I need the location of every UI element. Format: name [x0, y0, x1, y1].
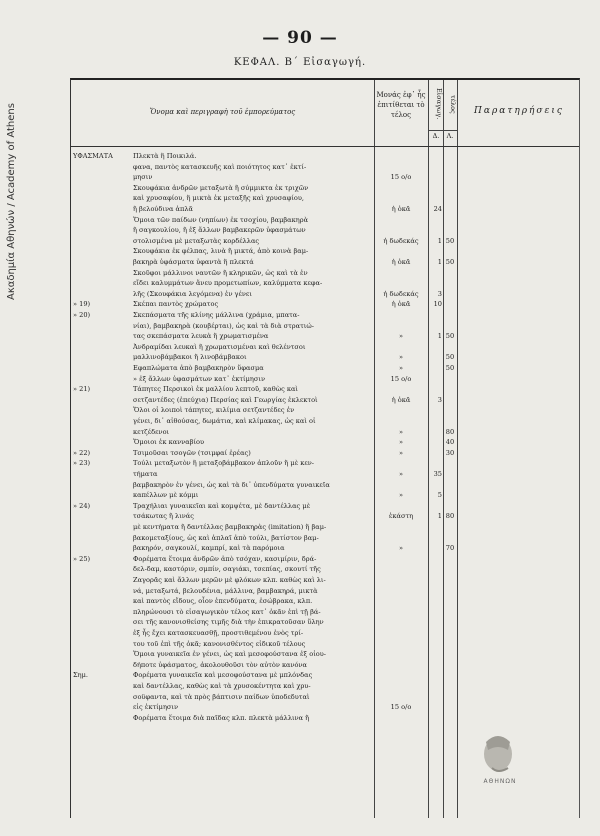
table-header: [71, 80, 579, 147]
row-description: δήποτε ὑφάσματος, ἀκολουθοῦσι τὸν αὐτὸν κανόνα: [133, 660, 307, 669]
table-row: [71, 236, 580, 246]
table-row: [71, 225, 580, 235]
row-label: » 21): [73, 385, 91, 394]
table-row: [71, 151, 580, 161]
row-drachma: 1: [437, 236, 442, 245]
table-row: [71, 554, 580, 564]
row-description: καὶ χρυσαφίου, ἢ μικτὰ ἐκ μεταξῆς καὶ χρυσαφίου,: [133, 194, 304, 203]
table-row: [71, 331, 580, 341]
row-unit: »: [398, 353, 404, 362]
row-description: σοϋφαντα, καὶ τὰ πρὸς βάπτισιν παίδων ὑποδεδυταὶ: [133, 692, 310, 701]
row-unit: ἡ ὀκᾶ: [391, 300, 411, 309]
row-description: τας σκεπάσματα λευκὰ ἢ χρωματισμένα: [133, 332, 269, 341]
row-description: τσάκωτας ἢ λινάς: [133, 512, 194, 521]
row-description: βαμβακηρὸν ἐν γένει, ὡς καὶ τὰ δι᾽ ὑπενδύματα γυναικεῖα: [133, 480, 330, 489]
table-row: [71, 490, 580, 500]
table-row: [71, 278, 580, 288]
table-row: [71, 321, 580, 331]
row-description: γένει, δι᾽ αἰθούσας, δωμάτια, καὶ κλίμακας, ὡς καὶ οἱ: [133, 417, 316, 425]
row-label: ΥΦΑΣΜΑΤΑ: [73, 152, 113, 160]
row-label: » 24): [73, 501, 91, 510]
row-label: » 19): [73, 300, 91, 309]
table-row: [71, 193, 580, 203]
row-description: Ζαγορᾶς καὶ ἄλλων μερῶν μὲ φλόκων κλπ. καθὼς καὶ λι-: [133, 576, 326, 584]
row-label: » 25): [73, 554, 91, 563]
row-description: του τοῦ ἐπὶ τῆς ὀκᾶ; κανονισθέντος εἰδικοῦ τέλους: [133, 639, 306, 648]
row-description: Τσιμοῦσαι τσογῶν (τσιμφαί ἐρέας): [133, 448, 251, 457]
table-row: [71, 310, 580, 320]
row-description: βακηρὰ ὑφάσματα ὑφαντὰ ἢ πλεκτά: [133, 258, 254, 266]
table-row: [71, 702, 580, 712]
header-remarks-col: Παρατηρήσεις: [474, 106, 564, 116]
row-description: Ὅμοια τῶν παίδων (νηπίων) ἐκ τσοχίου, βαμβακηρὰ: [133, 215, 309, 224]
row-description: δελ-δαμ, καστόριν, σμπίν, σαγιάκι, τσεπίας, σκουτί τῆς: [133, 565, 321, 574]
table-row: [71, 268, 580, 278]
table-row: [71, 405, 580, 415]
table-row: [71, 395, 580, 405]
table-row: [71, 215, 580, 225]
row-unit: »: [398, 470, 404, 478]
table-row: [71, 596, 580, 606]
row-drachma: 1: [437, 332, 442, 341]
row-lepta: 30: [445, 448, 455, 457]
table-row: [71, 416, 580, 426]
page-number: — 90 —: [262, 28, 338, 48]
row-unit: »: [398, 544, 404, 553]
row-description: λῆς (Σκουφάκια λεγόμενα) ἐν γένει: [133, 289, 252, 298]
header-sub-divider: [429, 130, 457, 131]
table-row: [71, 713, 580, 723]
header-name-col: Ὄνομα καὶ περιγραφὴ τοῦ ἐμπορεύματος: [149, 108, 296, 116]
row-drachma: 10: [433, 300, 442, 309]
row-unit: »: [398, 438, 404, 447]
seal-caption: ΑΘΗΝΩΝ: [483, 778, 517, 785]
row-description: ἢ σαγκουλίου, ἢ ἐξ ἄλλων βαμβακερῶν ὑφασμάτων: [133, 226, 306, 235]
table-row: [71, 660, 580, 670]
row-label: » 23): [73, 459, 91, 468]
row-description: εἰς ἐκτίμησιν: [133, 703, 179, 712]
table-row: [71, 670, 580, 680]
row-drachma: 1: [437, 258, 442, 266]
athena-head-seal-icon: [455, 728, 533, 776]
row-description: Πλεκτὰ ἢ Ποικιλά.: [133, 152, 197, 160]
header-sub-drachma: Δ.: [432, 132, 440, 140]
row-description: στολισμένα μὲ μεταξωτὰς κορδέλλας: [133, 236, 260, 245]
row-unit: »: [398, 491, 404, 500]
table-row: [71, 427, 580, 437]
table-row: [71, 607, 580, 617]
row-label: » 22): [73, 448, 91, 457]
table-row: [71, 448, 580, 458]
row-description: σει τῆς κανονισθείσης τιμῆς διὰ τὴν ἐπικρατοῦσαν ὕλην: [133, 618, 324, 627]
table-row: [71, 384, 580, 394]
table-row: [71, 246, 580, 256]
row-description: Φορέματα γυναικεῖα καὶ μεσοφούστανα μὲ μπλόνδας: [133, 671, 313, 680]
header-unit-col: Μονάς ἐφ᾽ ἧς ἐπιτίθεται τὸ τέλος: [376, 91, 426, 119]
row-description: ἢ βελούδινα ἁπλᾶ: [133, 205, 193, 213]
row-lepta: 50: [445, 364, 455, 372]
header-rate-col: τέλος: [449, 94, 457, 114]
row-description: ἐξ ἧς ἔχει κατασκευασθῇ, προστιθεμένου ἑνὸς τρί-: [133, 629, 304, 637]
table-row: [71, 204, 580, 214]
row-description: φανα, παντὸς κατασκευῆς καὶ ποιότητος κατ᾽ ἐκτί-: [133, 162, 307, 171]
table-row: [71, 586, 580, 596]
table-row: [71, 342, 580, 352]
row-description: Εφαπλώματα ἀπὸ βαμβακηρὸν ὕφασμα: [133, 364, 264, 372]
table-row: [71, 617, 580, 627]
row-drachma: 24: [433, 205, 442, 213]
row-lepta: 50: [445, 353, 455, 362]
row-description: Φορέματα ἕτοιμα ἀνδρῶν ἀπὸ τσόχαν, κασιμίριν, δρά-: [133, 554, 317, 563]
table-row: [71, 522, 580, 532]
table-row: [71, 639, 580, 649]
row-unit: ἡ ὀκᾶ: [391, 395, 411, 404]
row-description: πληρώνουσι τὸ εἰσαγωγικὸν τέλος κατ᾽ ὀκᾶν ἐπὶ τῇ βά-: [133, 607, 321, 616]
row-description: μὲ κεντήματα ἢ δαντέλλας βαμβακηρὰς (imitation) ἢ βαμ-: [133, 523, 327, 531]
table-row: [71, 649, 580, 659]
row-description: καπέλλων μὲ κόμμι: [133, 491, 199, 500]
header-tax-col: Εἰσαγωγ.: [435, 88, 443, 120]
row-unit: 15 ο/ο: [390, 173, 412, 182]
row-description: Τούλι μεταξωτὸν ἢ μεταξοβάμβακον ἁπλοῦν ἢ μὲ κεν-: [133, 459, 315, 468]
row-unit: »: [398, 332, 404, 341]
row-description: Σκέπαι παντὸς χρώματος: [133, 300, 219, 309]
table-row: [71, 172, 580, 182]
row-unit: ἡ δωδεκάς: [383, 236, 419, 245]
table-row: [71, 681, 580, 691]
table-row: [71, 480, 580, 490]
row-drachma: 5: [437, 491, 442, 500]
table-body: [71, 147, 579, 818]
row-description: καὶ παντὸς εἴδους, οἷον ἐπενδύματα, ἐσώβρακα, κλπ.: [133, 597, 313, 606]
header-sub-lepta: Λ.: [446, 132, 454, 140]
row-lepta: 50: [445, 332, 455, 341]
row-description: Σκουφάκια ἐκ φέλπας, λινὰ ἢ μικτά, ἀπὸ κοινὰ βαμ-: [133, 247, 309, 256]
row-description: » ἐξ ἄλλων ὑφασμάτων κατ᾽ ἐκτίμησιν: [133, 374, 265, 383]
row-label: » 20): [73, 311, 91, 319]
table-row: [71, 458, 580, 468]
row-description: Τραχήλιαι γυναικεῖαι καὶ κομψέτα, μὲ δαντέλλας μὲ: [133, 501, 311, 510]
table-row: [71, 289, 580, 299]
row-unit: »: [398, 364, 404, 372]
table-row: [71, 469, 580, 479]
row-unit: »: [398, 427, 404, 436]
table-row: [71, 374, 580, 384]
row-label: Σημ.: [73, 671, 88, 680]
row-description: μησιν: [133, 173, 153, 182]
row-description: καὶ δαντέλλας, καθὼς καὶ τὰ χρυσοκέντητα καὶ χρυ-: [133, 682, 311, 690]
row-description: βακομεταξίους, ὡς καὶ ἁπλαῖ ἀπὸ τούλι, βατίστον βαμ-: [133, 533, 319, 542]
row-unit: ἡ δωδεκάς: [383, 289, 419, 298]
row-description: σετζαντέδες (ἐπεύχια) Περσίας καὶ Γεωργίας ἐκλεκτοὶ: [133, 395, 318, 404]
row-description: κετζέδενοι: [133, 427, 170, 436]
table-row: [71, 628, 580, 638]
row-description: Σκεπάσματα τῆς κλίνης μάλλινα (χράμια, μπατα-: [133, 311, 300, 319]
row-description: νά, μεταξωτά, βελουδένια, μάλλινα, βαμβακηρά, μικτὰ: [133, 586, 318, 595]
table-row: [71, 575, 580, 585]
row-description: μαλλινοβάμβακοι ἢ λινοβάμβακοι: [133, 353, 247, 362]
row-lepta: 50: [445, 236, 455, 245]
table-row: [71, 257, 580, 267]
row-description: Ὅμοια γυναικεῖα ἐν γένει, ὡς καὶ μεσοφούστανα ἐξ οἱου-: [133, 650, 326, 659]
table-row: [71, 564, 580, 574]
table-row: [71, 511, 580, 521]
row-description: εἴδει καλυμμάτων ἄνευ προμετωπίων, καλύμματα κεφα-: [133, 279, 323, 288]
row-lepta: 50: [445, 258, 455, 266]
table-row: [71, 533, 580, 543]
row-description: Τάπητες Περσικοὶ ἐκ μαλλίου λεπτοῦ, καθὼς καὶ: [133, 385, 299, 394]
row-description: Σκοῦφοι μάλλινοι ναυτῶν ἢ κληρικῶν, ὡς καὶ τὰ ἐν: [133, 268, 308, 277]
table-row: [71, 352, 580, 362]
row-description: βακηρόν, σαγκουλί, καμπρί, καὶ τὰ παρόμοια: [133, 544, 285, 553]
table-row: [71, 692, 580, 702]
row-description: Σκουφάκια ἀνδρῶν μεταξωτὰ ἢ σύμμικτα ἐκ τριχῶν: [133, 183, 309, 192]
row-description: Φορέματα ἕτοιμα διὰ παῖδας κλπ. πλεκτὰ μάλλινα ἢ: [133, 713, 310, 722]
row-description: Ὅλοι οἱ λοιποὶ τάπητες, κιλίμια σετζαντέδες ἐν: [133, 406, 295, 415]
row-unit: 15 ο/ο: [390, 374, 412, 383]
table-row: [71, 543, 580, 553]
row-lepta: 80: [445, 427, 455, 436]
row-unit: 15 ο/ο: [390, 703, 412, 712]
tariff-table: [70, 78, 580, 818]
row-unit: ἑκάστη: [388, 512, 414, 521]
table-row: [71, 299, 580, 309]
row-unit: ἡ ὀκᾶ: [391, 258, 411, 266]
row-description: Ὅμοιοι ἐκ κανναβίου: [133, 438, 205, 447]
table-row: [71, 162, 580, 172]
row-unit: ἡ ὀκᾶ: [391, 205, 411, 213]
row-drachma: 3: [437, 395, 442, 404]
row-unit: »: [398, 448, 404, 457]
row-lepta: 80: [445, 512, 455, 521]
row-description: νίαι), βαμβακηρὰ (κουβέρται), ὡς καὶ τὰ διὰ στρατιώ-: [133, 321, 314, 330]
row-drachma: 35: [433, 470, 442, 478]
table-row: [71, 363, 580, 373]
row-description: Ἀνδραμίδαι λευκαὶ ἢ χρωματισμέναι καὶ θελέντσοι: [133, 342, 306, 351]
table-row: [71, 183, 580, 193]
row-lepta: 40: [445, 438, 455, 447]
table-row: [71, 437, 580, 447]
row-description: τήματα: [133, 470, 158, 478]
row-lepta: 70: [445, 544, 455, 553]
row-drachma: 1: [437, 512, 442, 521]
row-drachma: 3: [437, 289, 442, 298]
table-row: [71, 501, 580, 511]
side-watermark: Ακαδημία Αθηνών / Academy of Athens: [6, 103, 17, 300]
chapter-heading: ΚΕΦΑΛ. Β΄ Εἰσαγωγή.: [233, 57, 367, 68]
